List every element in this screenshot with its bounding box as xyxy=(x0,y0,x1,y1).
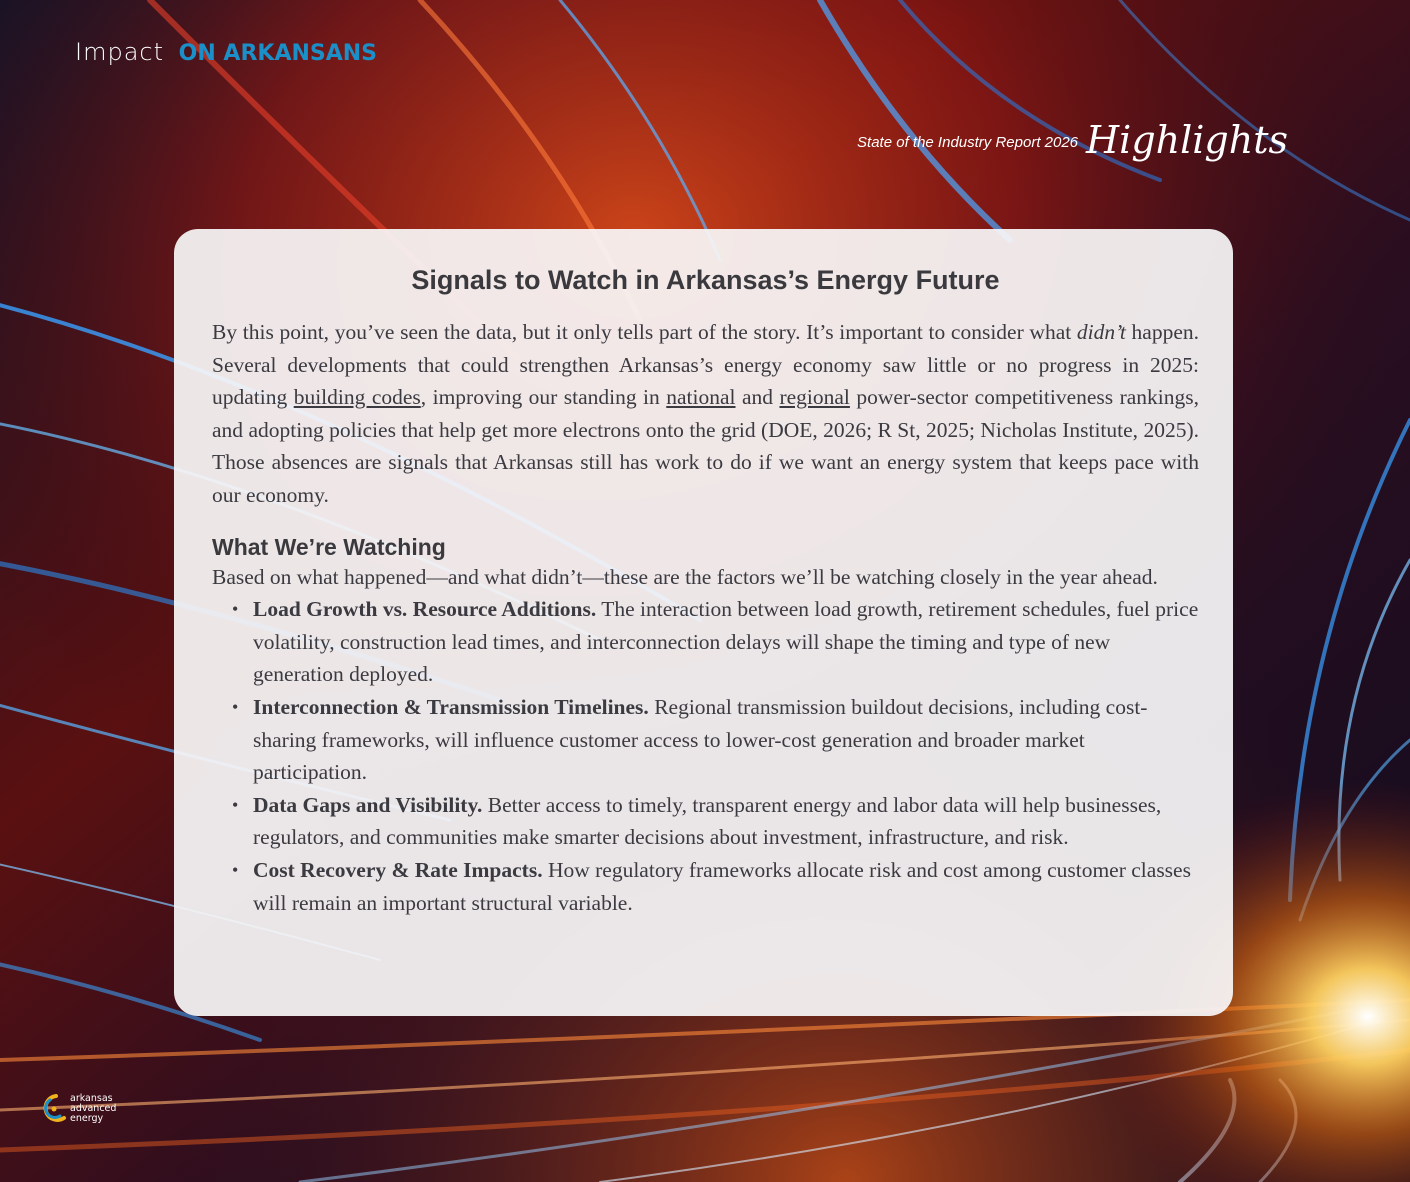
report-title xyxy=(857,118,1288,162)
logo-line-3: energy xyxy=(70,1113,104,1124)
section-title: What We’re Watching xyxy=(212,533,446,560)
content-card xyxy=(174,229,1233,1016)
watch-list xyxy=(212,593,1199,919)
link-regional[interactable]: regional xyxy=(779,385,850,410)
list-item xyxy=(232,691,1199,789)
logo-icon xyxy=(40,1092,70,1126)
list-item-text: Regional transmission buildout decisions, including cost-sharing frameworks, will influence customer access to lower-cost generation and broader market participation. xyxy=(253,694,1148,785)
list-item xyxy=(232,593,1199,691)
list-item-heading: Load Growth vs. Resource Additions. xyxy=(253,597,597,622)
section-header-impact: Impact xyxy=(75,38,165,66)
intro-text-5: power-sector competitiveness rankings, and adopting policies that help get more electrons onto the grid (DOE, 2026; R St, 2025; Nicholas Institute, 2025). Those absences are signals that Arkansas still has work to do if we want an energy system that keeps pace with our economy. xyxy=(212,385,1200,507)
section-intro: Based on what happened—and what didn’t—these are the factors we’ll be watching closely in the year ahead. xyxy=(212,564,1158,589)
link-building-codes[interactable]: building codes xyxy=(293,385,421,410)
intro-text-3: , improving our standing in xyxy=(420,385,667,410)
intro-text-1: By this point, you’ve seen the data, but it only tells part of the story. It’s important to consider what xyxy=(212,320,1077,344)
bullet-dot: • xyxy=(232,599,239,620)
card-title: Signals to Watch in Arkansas’s Energy Future xyxy=(411,265,1000,295)
highlights-script: Highlights xyxy=(1086,118,1288,162)
list-item-text: The interaction between load growth, retirement schedules, fuel price volatility, construction lead times, and interconnection delays will shape the timing and type of new generation deployed. xyxy=(253,597,1199,687)
list-item-heading: Cost Recovery & Rate Impacts. xyxy=(253,857,543,882)
list-item-text: Better access to timely, transparent energy and labor data will help businesses, regulators, and communities make smarter decisions about investment, infrastructure, and risk. xyxy=(253,792,1162,850)
logo-line-2: advanced xyxy=(70,1103,117,1114)
intro-paragraph xyxy=(212,316,1199,512)
logo-wordmark xyxy=(70,1094,116,1124)
link-national[interactable]: national xyxy=(666,385,736,410)
list-item-text: How regulatory frameworks allocate risk and cost among customer classes will remain an important structural variable. xyxy=(253,857,1191,915)
logo-line-1: arkansas xyxy=(70,1093,113,1104)
bullet-dot: • xyxy=(232,794,239,815)
list-item xyxy=(232,854,1199,919)
list-item xyxy=(232,789,1199,854)
report-name: State of the Industry Report 2026 xyxy=(857,134,1079,151)
bullet-dot: • xyxy=(232,696,239,717)
list-item-heading: Interconnection & Transmission Timelines. xyxy=(253,694,649,719)
list-item-heading: Data Gaps and Visibility. xyxy=(253,792,483,817)
intro-italic: didn’t xyxy=(1076,320,1126,344)
intro-text-4: and xyxy=(735,385,780,410)
section-header-region: ON ARKANSANS xyxy=(178,41,378,66)
bullet-dot: • xyxy=(232,859,239,880)
section-header xyxy=(75,38,377,66)
intro-text-2: happen. Several developments that could strengthen Arkansas’s energy economy saw little or no progress in 2025: updating xyxy=(212,320,1199,410)
